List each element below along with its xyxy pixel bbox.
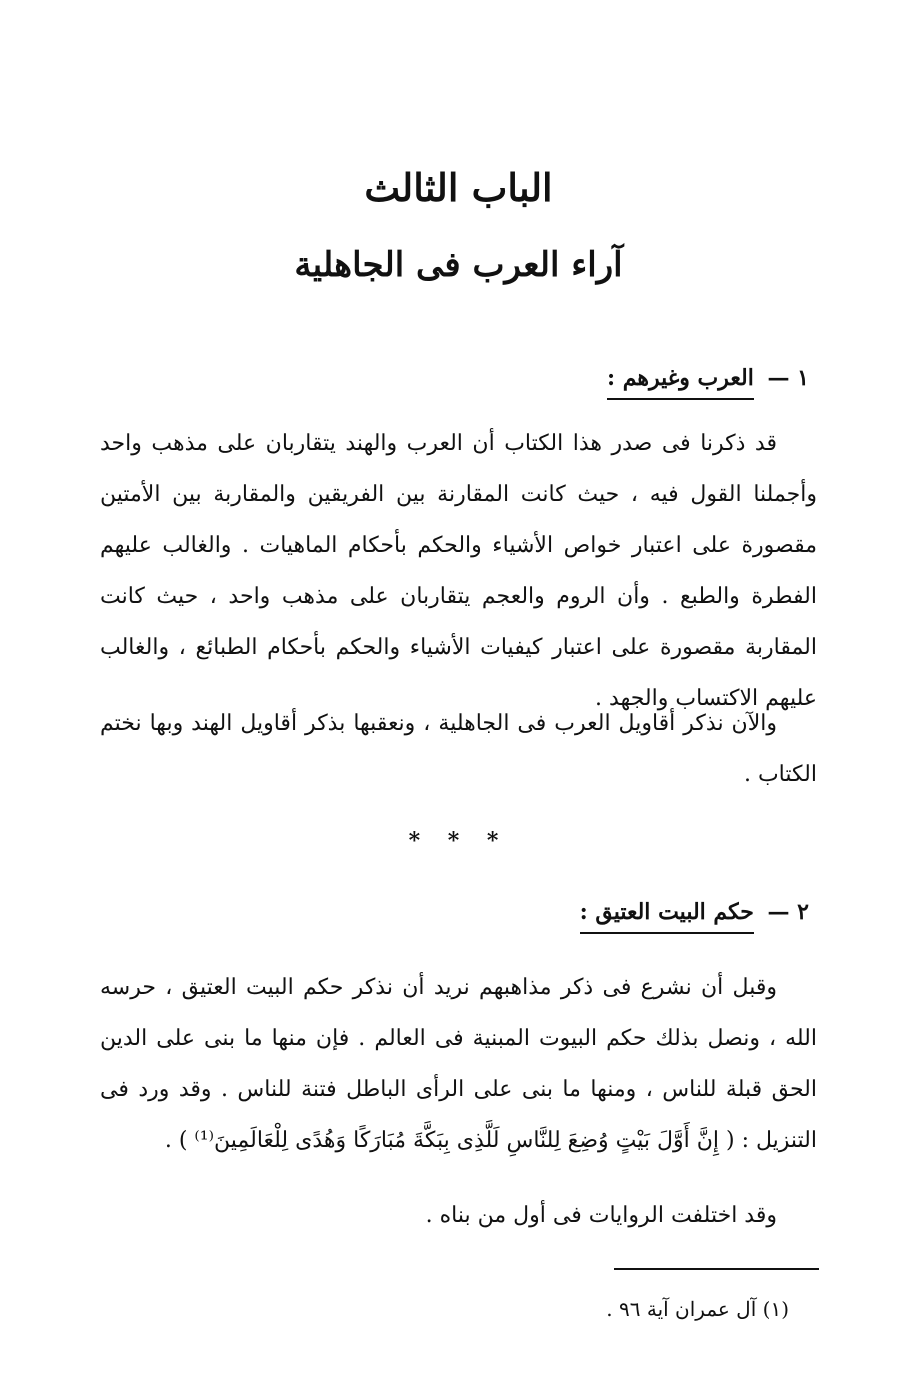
section-title: العرب وغيرهم :: [607, 362, 754, 400]
section-heading-2: [580, 896, 809, 934]
paragraph: قد ذكرنا فى صدر هذا الكتاب أن العرب والهند يتقاربان على مذهب واحد وأجملنا القول فيه ، حيث كانت المقارنة بين الفريقين والمقاربة بين الأمتين مقصورة على اعتبار خواص الأشياء والحكم بأحكام الماهيات . والغالب عليهم الفطرة والطبع . وأن الروم والعجم يتقاربان على مذهب واحد ، حيث كانت المقاربة مقصورة على اعتبار كيفيات الأشياء والحكم بأحكام الطبائع ، والغالب عليهم الاكتساب والجهد .: [100, 431, 817, 711]
paragraph: وقد اختلفت الروايات فى أول من بناه .: [425, 1203, 777, 1228]
section-number: ٢ —: [767, 899, 809, 925]
section-number: ١ —: [767, 365, 809, 391]
chapter-subtitle: آراء العرب فى الجاهلية: [294, 245, 623, 285]
chapter-title: الباب الثالث: [364, 165, 553, 210]
footnote-divider: [614, 1268, 819, 1270]
footnote: (١) آل عمران آية ٩٦ .: [606, 1297, 789, 1321]
section-heading-1: [607, 362, 809, 400]
section-title: حكم البيت العتيق :: [580, 896, 754, 934]
paragraph: والآن نذكر أقاويل العرب فى الجاهلية ، ونعقبها بذكر أقاويل الهند وبها نختم الكتاب .: [100, 711, 817, 787]
paragraph: وقبل أن نشرع فى ذكر مذاهبهم نريد أن نذكر حكم البيت العتيق ، حرسه الله ، ونصل بذلك حكم البيوت المبنية فى العالم . فإن منها ما بنى على الدين الحق قبلة للناس ، ومنها ما بنى على الرأى الباطل فتنة للناس . وقد ورد فى التنزيل : ( إِنَّ أَوَّلَ بَيْتٍ وُضِعَ لِلنَّاسِ لَلَّذِى بِبَكَّةَ مُبَارَكًا وَهُدًى لِلْعَالَمِينَ⁽¹⁾ ) .: [100, 975, 817, 1153]
section-separator: * * *: [408, 828, 509, 854]
